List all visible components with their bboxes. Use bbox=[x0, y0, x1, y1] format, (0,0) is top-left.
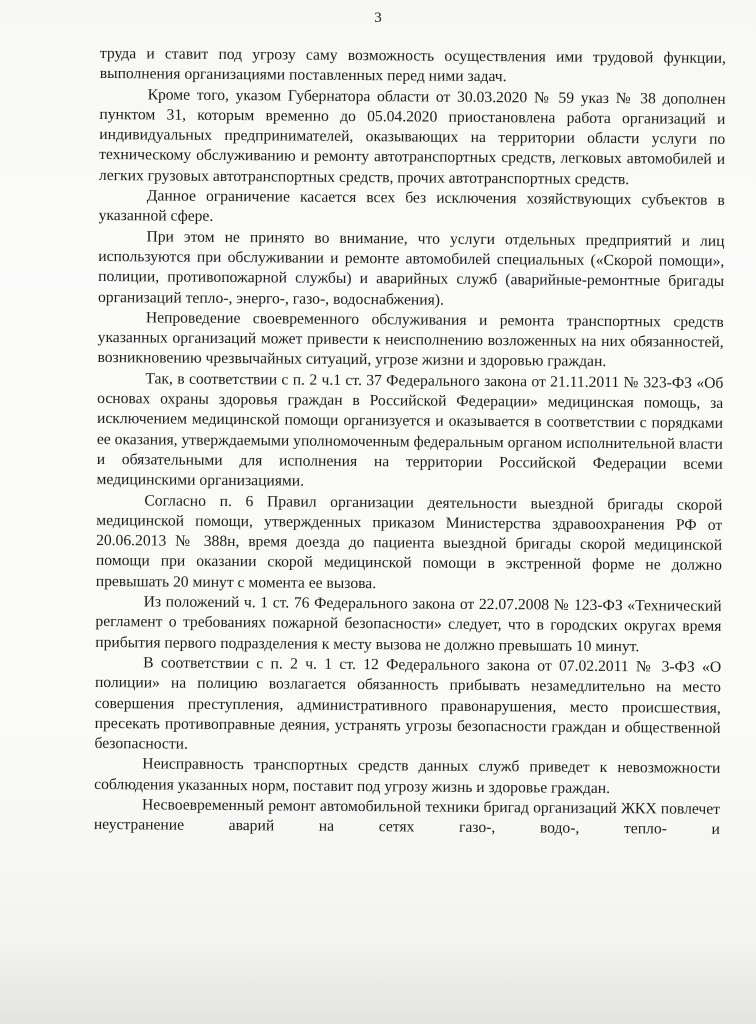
paragraph-healthcare-law: Так, в соответствии с п. 2 ч.1 ст. 37 Федерального закона от 21.11.2011 № 323-ФЗ «Об основах охраны здоровья граждан в Российской Федерации» медицинская помощь, за исключением медицинской помощи организуется и оказывается в соответствии с порядками ее оказания, утверждаемыми уполномоченным федеральным органом исполнительной власти и обязательными для исполнения на территории Российской Федерации всеми медицинскими организациями. bbox=[96, 370, 724, 490]
paragraph-maintenance-risk: Непроведение своевременного обслуживания и ремонта транспортных средств указанных организаций может привести к неисполнению возложенных на них обязанностей, возникновению чрезвычайных ситуаций, угрозе жизни и здоровью граждан. bbox=[97, 309, 724, 371]
paragraph-police-law: В соответствии с п. 2 ч. 1 ст. 12 Федерального закона от 07.02.2011 № 3-ФЗ «О полиции» на полицию возлагается обязанность прибывать незамедлительно на место совершения преступления, административного правонарушения, место происшествия, пресекать противоправные деяния, устранять угрозы безопасности граждан и общественной безопасности. bbox=[94, 654, 722, 753]
paragraph-fire-safety-law: Из положений ч. 1 ст. 76 Федерального закона от 22.07.2008 № 123-ФЗ «Технический регламент о требованиях пожарной безопасности» следует, что в городских округах время прибытия первого подразделения к месту вызова не должно превышать 10 минут. bbox=[95, 593, 722, 655]
page-shadow bbox=[0, 934, 756, 1024]
page-number: 3 bbox=[374, 10, 382, 26]
paragraph-utility-repair: Несвоевременный ремонт автомобильной техники бригад организаций ЖКХ повлечет неустранение аварий на сетях газо-, водо-, тепло- и bbox=[93, 796, 721, 839]
document-body bbox=[94, 44, 726, 840]
paragraph-special-vehicles: При этом не принято во внимание, что услуги отдельных предприятий и лиц используются при обслуживании и ремонте автомобилей специальных («Скорой помощи», полиции, противопожарной службы) и аварийных служб (аварийные-ремонтные бригады организаций тепло-, энерго-, газо-, водоснабжения). bbox=[97, 228, 725, 309]
paragraph-vehicle-malfunction: Неисправность транспортных средств данных служб приведет к невозможности соблюдения указанных норм, поставит под угрозу жизнь и здоровье граждан. bbox=[94, 755, 721, 797]
paragraph-governor-decree: Кроме того, указом Губернатора области от 30.03.2020 № 59 указ № 38 дополнен пунктом 31, которым временно до 05.04.2020 приостановлена работа организаций и индивидуальных предпринимателей, оказывающих на территории области услуги по техническому обслуживанию и ремонту автотранспортных средств, легковых автомобилей и легких грузовых автотранспортных средств, прочих автотранспортных средств. bbox=[98, 85, 726, 188]
paragraph-restriction-scope: Данное ограничение касается всех без исключения хозяйствующих субъектов в указанной сфере. bbox=[98, 187, 725, 226]
paragraph-ambulance-rules: Согласно п. 6 Правил организации деятельности выездной бригады скорой медицинской помощи, утвержденных приказом Министерства здравоохранения РФ от 20.06.2013 № 388н, время доезда до пациента выездной бригады скорой медицинской помощи при оказании скорой медицинской помощи в экстренной форме не должно превышать 20 минут с момента ее вызова. bbox=[95, 491, 723, 592]
paragraph-continuation: труда и ставит под угрозу саму возможность осуществления ими трудовой функции, выполнения организациями поставленных перед ними задач. bbox=[99, 44, 726, 86]
